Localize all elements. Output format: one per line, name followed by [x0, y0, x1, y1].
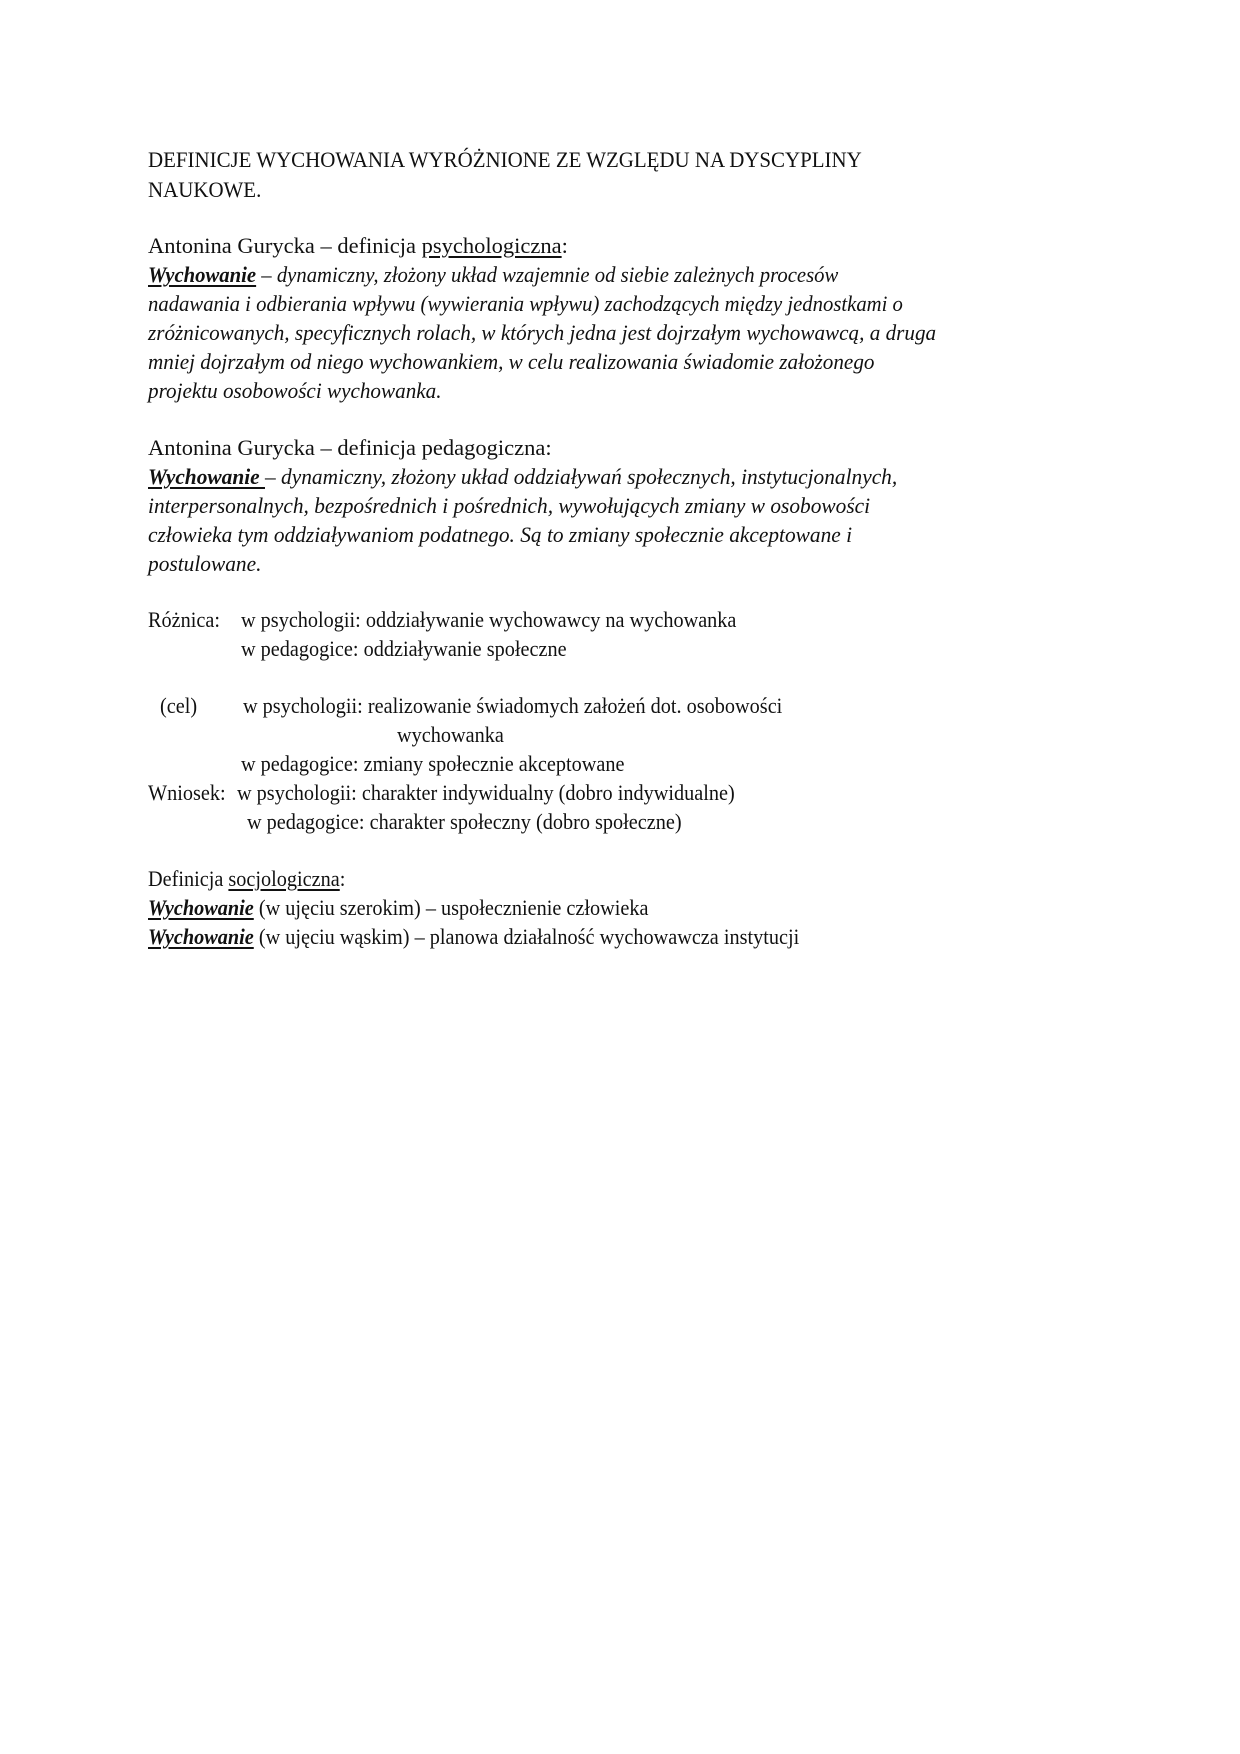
psych-def-line-5	[148, 377, 460, 405]
keyword-wychowanie: Wychowanie	[148, 464, 265, 489]
comparison-text: w psychologii: realizowanie świadomych założeń dot. osobowości	[243, 693, 783, 718]
keyword-wychowanie: Wychowanie	[148, 924, 254, 949]
psych-def-line-1	[148, 261, 898, 289]
heading-term: socjologiczna	[228, 866, 340, 891]
document-title-line-2	[148, 176, 270, 204]
comparison-text: w psychologii: charakter indywidualny (dobro indywidualne)	[237, 780, 735, 805]
def-text: postulowane.	[148, 551, 262, 576]
heading-suffix: :	[339, 866, 346, 891]
ped-def-line-2	[148, 492, 908, 520]
sociological-item-2	[148, 923, 872, 951]
wniosek-psych	[237, 779, 790, 807]
heading-suffix: :	[561, 233, 568, 258]
heading-term: psychologiczna	[421, 233, 562, 258]
heading-prefix: Antonina Gurycka – definicja	[148, 233, 422, 258]
cel-ped	[241, 750, 667, 778]
label-text: Różnica:	[148, 607, 220, 632]
sociological-item-1	[148, 894, 704, 922]
comparison-text: w pedagogice: charakter społeczny (dobro społeczne)	[247, 809, 682, 834]
heading-text: Antonina Gurycka – definicja pedagogiczna:	[148, 435, 552, 460]
title-text: DEFINICJE WYCHOWANIA WYRÓŻNIONE ZE WZGLĘDU NA DYSCYPLINY	[148, 147, 862, 172]
cel-psych	[243, 692, 842, 720]
heading-prefix: Definicja	[148, 866, 229, 891]
comparison-text: w pedagogice: oddziaływanie społeczne	[241, 636, 567, 661]
title-text-cont: NAUKOWE.	[148, 177, 262, 202]
wniosek-ped	[247, 808, 730, 836]
label-text: Wniosek:	[148, 780, 226, 805]
def-text: – dynamiczny, złożony układ oddziaływań społecznych, instytucjonalnych,	[264, 464, 898, 489]
wniosek-label	[148, 779, 234, 807]
roznica-label	[148, 606, 228, 634]
def-text: zróżnicowanych, specyficznych rolach, w których jedna jest dojrzałym wychowawcą, a druga	[148, 320, 937, 345]
ped-def-line-4	[148, 550, 267, 578]
roznica-psych	[241, 606, 791, 634]
roznica-ped	[241, 635, 603, 663]
comparison-text: w psychologii: oddziaływanie wychowawcy na wychowanka	[241, 607, 737, 632]
section-psychological-heading	[148, 232, 568, 260]
cel-psych-cont	[397, 721, 516, 749]
def-text: człowieka tym oddziaływaniom podatnego. Są to zmiany społecznie akceptowane i	[148, 522, 853, 547]
def-text: nadawania i odbierania wpływu (wywierania wpływu) zachodzących między jednostkami o	[148, 291, 903, 316]
keyword-wychowanie: Wychowanie	[148, 262, 257, 287]
psych-def-line-2	[148, 290, 969, 318]
ped-def-line-1	[148, 463, 937, 491]
section-pedagogical-heading	[148, 434, 552, 462]
psych-def-line-4	[148, 348, 921, 376]
label-text: (cel)	[160, 693, 198, 718]
cel-label	[160, 692, 201, 720]
ped-def-line-3	[148, 521, 889, 549]
keyword-wychowanie: Wychowanie	[148, 895, 254, 920]
psych-def-line-3	[148, 319, 986, 347]
document-title-line-1	[148, 146, 915, 174]
def-text: – dynamiczny, złożony układ wzajemnie od siebie zależnych procesów	[256, 262, 839, 287]
comparison-text: wychowanka	[397, 722, 504, 747]
section-sociological-heading	[148, 865, 367, 893]
comparison-text: w pedagogice: zmiany społecznie akceptowane	[241, 751, 625, 776]
item-text: (w ujęciu wąskim) – planowa działalność wychowawcza instytucji	[253, 924, 800, 949]
def-text: interpersonalnych, bezpośrednich i pośrednich, wywołujących zmiany w osobowości	[148, 493, 871, 518]
def-text: mniej dojrzałym od niego wychowankiem, w celu realizowania świadomie założonego	[148, 349, 875, 374]
def-text: projektu osobowości wychowanka.	[148, 378, 442, 403]
item-text: (w ujęciu szerokim) – uspołecznienie człowieka	[253, 895, 649, 920]
